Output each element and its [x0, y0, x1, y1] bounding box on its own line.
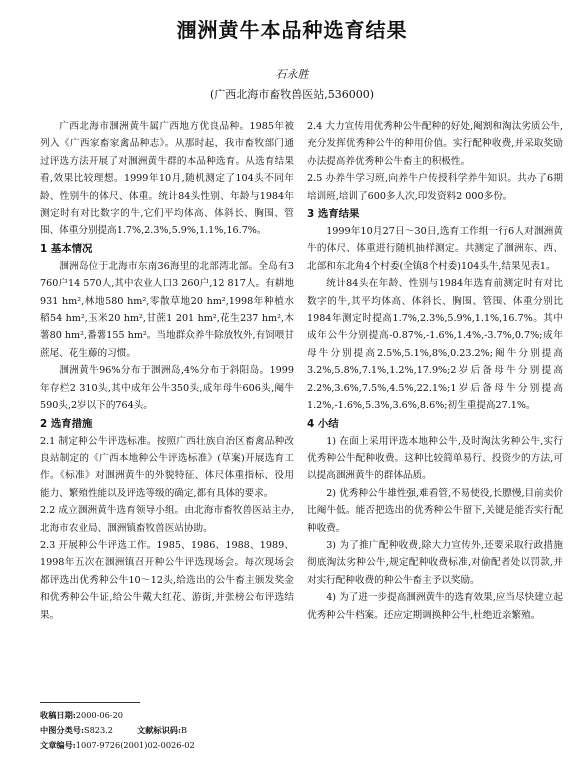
article-number-label: 文章编号: — [40, 740, 76, 750]
summary-item-4: 4) 为了进一步提高涠洲黄牛的选育效果,应当尽快建立起优秀种公牛档案。还应定期调换种公牛,杜绝近亲繁殖。 — [307, 592, 563, 621]
paragraph-3-2: 统计84头在年龄、性别与1984年选育前测定时有对比数字的牛,其平均体高、体斜长、胸围、管围、体重分别比1984年测定时提高1.7%,2.3%,5.9%,1.1%,16.7%。其中成年公牛分别提高-0.87%,-1.6%,1.4%,-3.7%,0.7%;成年母牛分别提高2.5%,5.1%,8%,0.23.2%;阉牛分别提高3.2%,5.8%,7.1%,1.2%,17.9%;2岁后备母牛分别提高2.2%,3.6%,7.5%,4.5%,22.1%;1岁后备母牛分别提高1.2%,-1.6%,5.3%,3.6%,8.6%;初生重提高27.1%。 — [307, 278, 563, 412]
author-affiliation: (广西北海市畜牧兽医站,536000) — [209, 88, 375, 101]
document-code-label: 文献标识码: — [137, 725, 181, 735]
paragraph-1-2: 涠洲黄牛96%分布于涠洲岛,4%分布于斜阳岛。1999年存栏2 310头,其中成年公牛350头,成年母牛606头,阉牛590头,2岁以下的764头。 — [40, 365, 294, 412]
classification-line — [40, 723, 294, 738]
clc-number: S823.2 — [83, 725, 114, 735]
section-heading-3: 3 选育结果 — [307, 208, 360, 221]
summary-item-1: 1) 在面上采用评选本地种公牛,及时淘汰劣种公牛,实行优秀种公牛配种收费。这种比较简单易行、投资少的方法,可以提高涠洲黄牛的群体品质。 — [307, 435, 563, 482]
received-date-line — [40, 708, 294, 723]
received-date-label: 收稿日期: — [40, 710, 76, 720]
paragraph-1-1: 涠洲岛位于北海市东南36海里的北部湾北部。全岛有3 760户14 570人,其中农业人口3 260户,12 817人。有耕地931 hm²,林地580 hm²,零散草地20 hm²,1998年种植水稻54 hm²,玉米20 hm²,甘蔗1 201 hm²,花生237 hm²,木薯80 hm²,番薯155 hm²。当地群众养牛除放牧外,有饲喂甘蔗尾、花生藤的习惯。 — [40, 260, 294, 359]
paragraph-2-5: 2.5 办养牛学习班,向养牛户传授科学养牛知识。共办了6期培训班,培训了600多人次,印发资料2 000多份。 — [307, 173, 563, 202]
author-name: 石永胜 — [275, 68, 309, 81]
paragraph-2-1: 2.1 制定种公牛评选标准。按照广西壮族自治区畜禽品种改良站制定的《广西本地种公牛评选标准》(草案)开展选育工作。《标准》对涠洲黄牛的外貌特征、体尺体重指标、役用能力、繁殖性能以及评选等级的确定,都有具体的要求。 — [40, 435, 294, 499]
article-number-line — [40, 738, 294, 753]
section-heading-1: 1 基本情况 — [40, 242, 93, 255]
paragraph-3-1: 1999年10月27日～30日,选育工作组一行6人对涠洲黄牛的体尺、体重进行随机抽样测定。共测定了涠洲东、西、北部和东北角4个村委(全镇8个村委)104头牛,结果见表1。 — [307, 226, 563, 272]
summary-item-2: 2) 优秀种公牛雄性强,难看管,不易使役,长膘慢,目前卖价比阉牛低。能否把选出的优秀种公牛留下,关键是能否实行配种收费。 — [307, 487, 563, 534]
document-code: B — [181, 725, 188, 735]
section-heading-2: 2 选育措施 — [40, 417, 93, 430]
intro-paragraph: 广西北海市涠洲黄牛属广西地方优良品种。1985年被列入《广西家畜家禽品种志》。从那时起，我市畜牧部门通过评选方法开展了对涠洲黄牛群的本品种选育。从选育结果看,效果比较理想。1999年10月,随机测定了104头不同年龄、性别牛的体尺、体重。统计84头性别、年龄与1984年测定时有对比数字的牛,它们平均体高、体斜长、胸围、管围、体重分别提高1.7%,2.3%,5.9%,1.1%,16.7%。 — [40, 121, 294, 237]
received-date: 2000-06-20 — [75, 710, 123, 720]
summary-item-3: 3) 为了推广配种收费,除大力宣传外,还要采取行政措施彻底淘汰劣种公牛,规定配种收费标准,对偷配者处以罚款,并对实行配种收费的种公牛畜主予以奖励。 — [307, 539, 563, 586]
article-number: 1007-9726(2001)02-0026-02 — [75, 740, 195, 750]
section-heading-4: 4 小结 — [307, 417, 339, 430]
article-metadata — [40, 708, 294, 753]
right-column — [307, 118, 563, 624]
paragraph-2-4: 2.4 大力宣传用优秀种公牛配种的好处,阉割和淘汰劣质公牛,充分发挥优秀种公牛的种用价值。实行配种收费,并采取奖励办法提高养优秀种公牛畜主的积极性。 — [307, 121, 563, 167]
footnote-rule — [40, 702, 140, 703]
left-column — [40, 118, 294, 624]
paragraph-2-2: 2.2 成立涠洲黄牛选育领导小组。由北海市畜牧兽医站主办,北海市农业局、涠洲镇畜牧兽医站协助。 — [40, 505, 294, 534]
clc-label: 中图分类号: — [40, 725, 84, 735]
paper-title: 涠洲黄牛本品种选育结果 — [176, 18, 408, 42]
paragraph-2-3: 2.3 开展种公牛评选工作。1985、1986、1988、1989、1998年五次在涠洲镇召开种公牛评选现场会。每次现场会都评选出优秀种公牛10～12头,给选出的公牛畜主颁发奖金和优秀种公牛证,给公牛戴大红花、游街,并张榜公布评选结果。 — [40, 539, 294, 621]
